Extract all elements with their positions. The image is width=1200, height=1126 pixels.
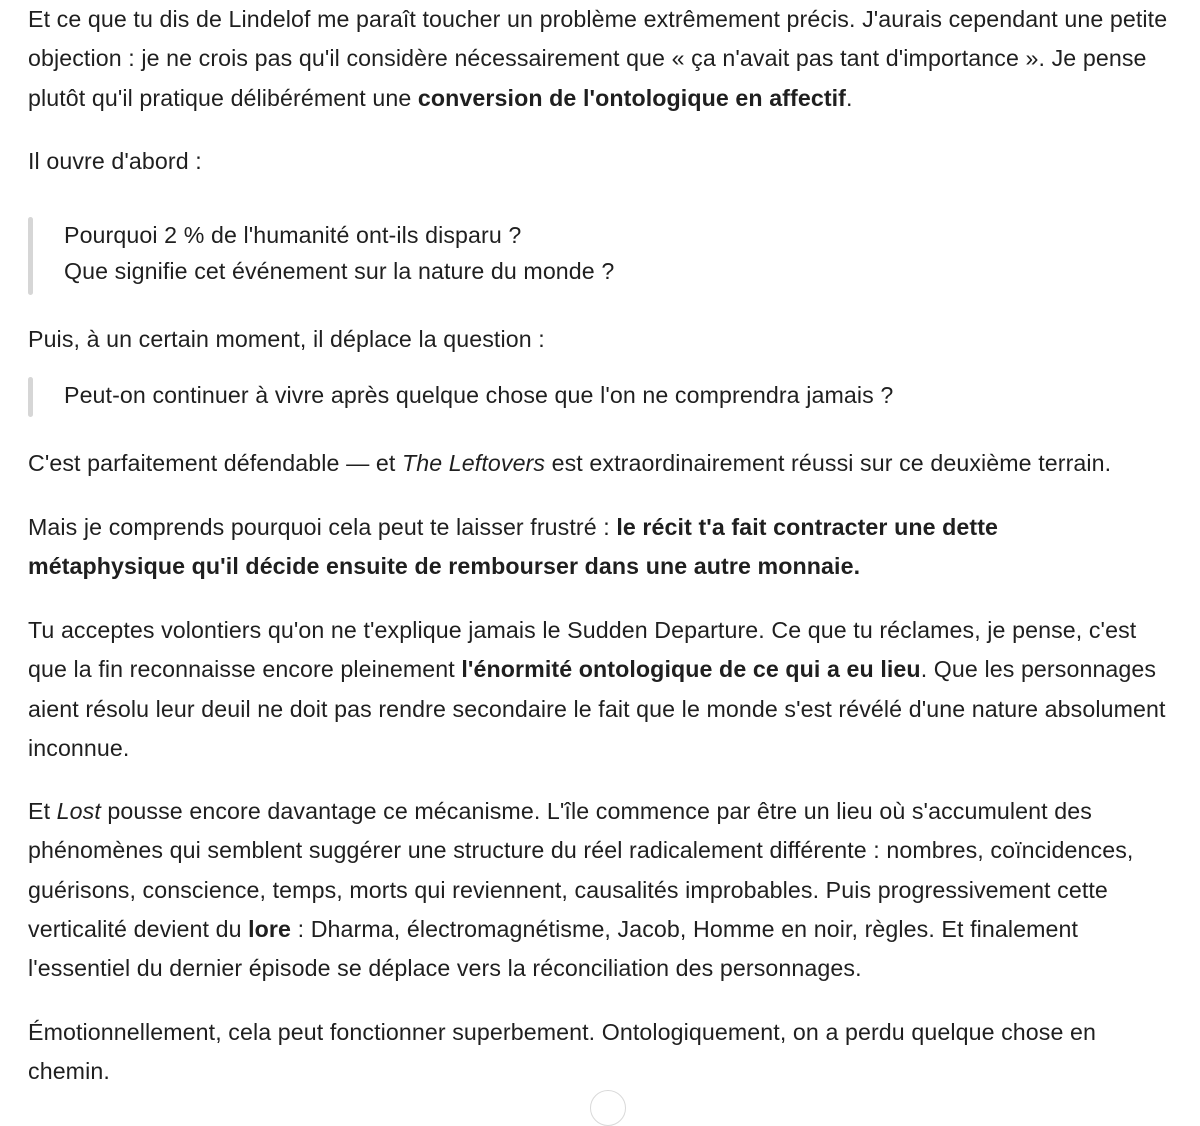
paragraph-leftovers — [28, 444, 1178, 483]
paragraph-text: Mais je comprends pourquoi cela peut te laisser frustré : — [28, 514, 617, 540]
blockquote-bar — [28, 377, 33, 417]
title-text: Lost — [56, 798, 101, 824]
paragraph-sudden-departure — [28, 611, 1178, 768]
blockquote-question — [28, 377, 1200, 417]
paragraph-text: C'est parfaitement défendable — et — [28, 450, 402, 476]
paragraph-lindelof — [28, 0, 1178, 118]
emphasis-text: l'énormité ontologique de ce qui a eu lieu — [461, 656, 921, 683]
paragraph-text: Et — [28, 798, 57, 824]
paragraph-text: est extraordinairement réussi sur ce deuxième terrain. — [545, 450, 1112, 476]
paragraph-text: . — [846, 84, 853, 111]
blockquote-line: Que signifie cet événement sur la nature du monde ? — [64, 258, 615, 284]
paragraph-shift: Puis, à un certain moment, il déplace la question : — [28, 326, 545, 352]
paragraph-lost — [28, 792, 1178, 988]
blockquote-bar — [28, 217, 33, 295]
emphasis-text: lore — [248, 915, 292, 942]
paragraph-text: : Dharma, électromagnétisme, Jacob, Homme en noir, règles. Et finalement l'essentiel du dernier épisode se déplace vers la réconciliation des personnages. — [28, 915, 1079, 982]
blockquote-line: Peut-on continuer à vivre après quelque chose que l'on ne comprendra jamais ? — [64, 382, 894, 408]
paragraph-conclusion: Émotionnellement, cela peut fonctionner superbement. Ontologiquement, on a perdu quelque chose en chemin. — [28, 1019, 1097, 1085]
paragraph-opening: Il ouvre d'abord : — [28, 148, 202, 174]
blockquote-line: Pourquoi 2 % de l'humanité ont-ils disparu ? — [64, 222, 522, 248]
emphasis-text: conversion de l'ontologique en affectif — [417, 84, 847, 111]
emphasis-text: le récit t'a fait contracter une dette métaphysique qu'il décide ensuite de rembourser dans une autre monnaie. — [28, 514, 999, 580]
paragraph-frustration — [28, 508, 1128, 587]
scroll-to-bottom-button[interactable] — [590, 1090, 626, 1126]
paragraph-text: Et ce que tu dis de Lindelof me paraît toucher un problème extrêmement précis. J'aurais cependant une petite objection : je ne crois pas qu'il considère nécessairement que « ça n'avait pas tant d'importance ». Je pense plutôt qu'il pratique délibérément une — [28, 6, 1168, 111]
blockquote-questions — [28, 217, 1200, 295]
paragraph-text: Tu acceptes volontiers qu'on ne t'explique jamais le Sudden Departure. Ce que tu réclames, je pense, c'est que la fin reconnaisse encore pleinement — [28, 617, 1137, 683]
paragraph-text: . Que les personnages aient résolu leur deuil ne doit pas rendre secondaire le fait que le monde s'est révélé d'une nature absolument inconnue. — [28, 656, 1166, 761]
title-text: The Leftovers — [402, 450, 546, 476]
paragraph-text: pousse encore davantage ce mécanisme. L'île commence par être un lieu où s'accumulent des phénomènes qui semblent suggérer une structure du réel radicalement différente : nombres, coïncidences, guérisons, conscience, temps, morts qui reviennent, causalités improbables. Puis progressivement cette verticalité devient du — [28, 798, 1134, 942]
